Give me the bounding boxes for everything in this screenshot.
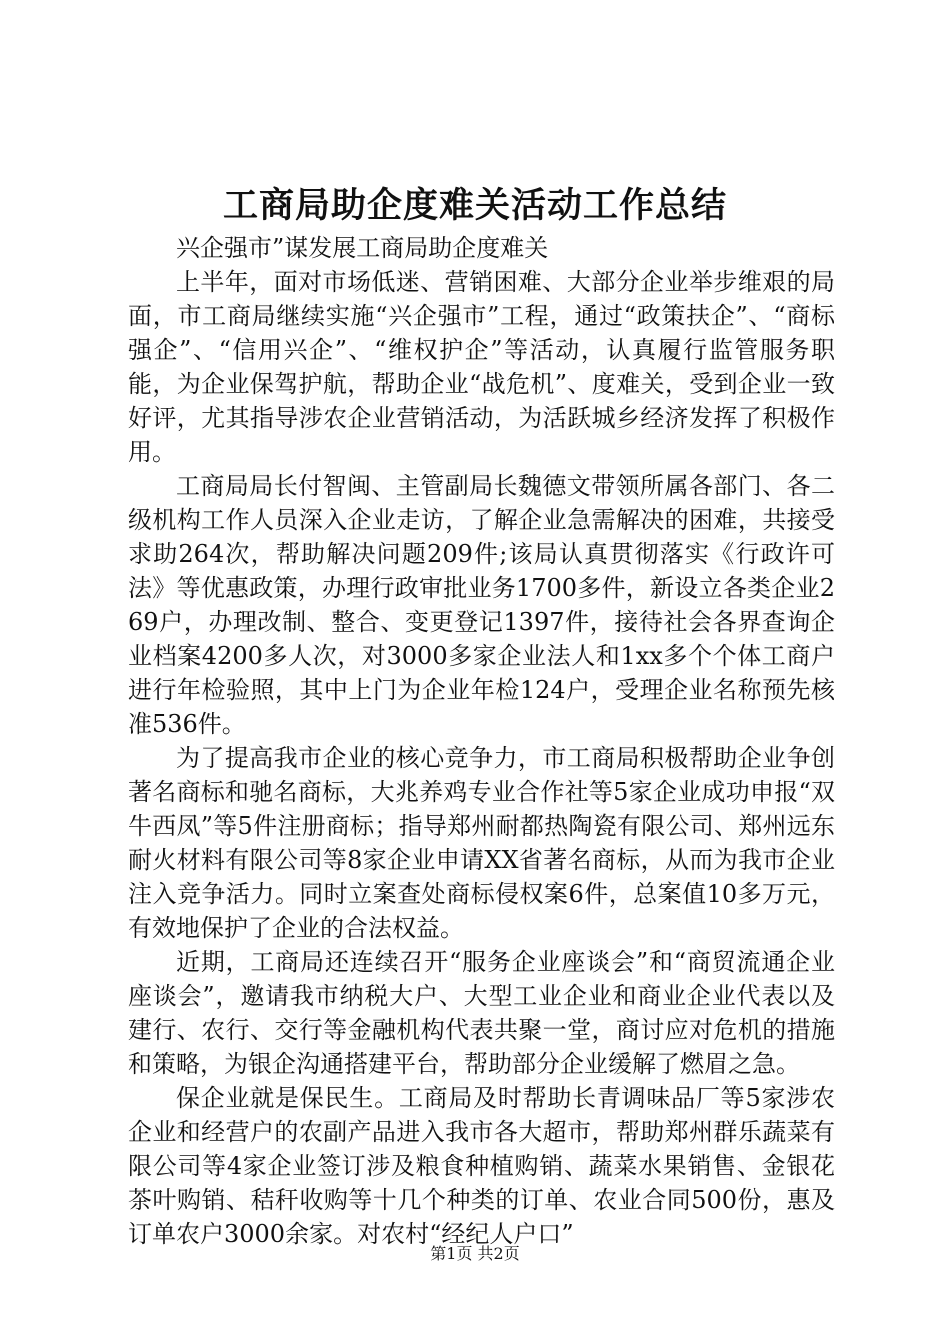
document-body xyxy=(128,231,835,1251)
page-number-footer: 第1页 共2页 xyxy=(430,1244,520,1263)
paragraph: 保企业就是保民生。工商局及时帮助长青调味品厂等5家涉农企业和经营户的农副产品进入我市各大超市，帮助郑州群乐蔬菜有限公司等4家企业签订涉及粮食种植购销、蔬菜水果销售、金银花茶叶购销、秸秆收购等十几个种类的订单、农业合同500份，惠及订单农户3000余家。对农村“经纪人户口” xyxy=(128,1084,835,1248)
paragraph: 工商局局长付智闽、主管副局长魏德文带领所属各部门、各二级机构工作人员深入企业走访，了解企业急需解决的困难，共接受求助264次，帮助解决问题209件;该局认真贯彻落实《行政许可法》等优惠政策，办理行政审批业务1700多件，新设立各类企业269户，办理改制、整合、变更登记1397件，接待社会各界查询企业档案4200多人次，对3000多家企业法人和1xx多个个体工商户进行年检验照，其中上门为企业年检124户，受理企业名称预先核准536件。 xyxy=(128,472,835,738)
paragraph-subtitle: 兴企强市”谋发展工商局助企度难关 xyxy=(176,234,549,262)
document-title: 工商局助企度难关活动工作总结 xyxy=(222,185,727,226)
paragraph: 近期，工商局还连续召开“服务企业座谈会”和“商贸流通企业座谈会”，邀请我市纳税大户、大型工业企业和商业企业代表以及建行、农行、交行等金融机构代表共聚一堂，商讨应对危机的措施和策略，为银企沟通搭建平台，帮助部分企业缓解了燃眉之急。 xyxy=(128,948,835,1078)
paragraph: 为了提高我市企业的核心竞争力，市工商局积极帮助企业争创著名商标和驰名商标，大兆养鸡专业合作社等5家企业成功申报“双牛西凤”等5件注册商标；指导郑州耐都热陶瓷有限公司、郑州远东耐火材料有限公司等8家企业申请XX省著名商标，从而为我市企业注入竞争活力。同时立案查处商标侵权案6件，总案值10多万元，有效地保护了企业的合法权益。 xyxy=(128,744,835,942)
paragraph: 上半年，面对市场低迷、营销困难、大部分企业举步维艰的局面，市工商局继续实施“兴企强市”工程，通过“政策扶企”、“商标强企”、“信用兴企”、“维权护企”等活动，认真履行监管服务职能，为企业保驾护航，帮助企业“战危机”、度难关，受到企业一致好评，尤其指导涉农企业营销活动，为活跃城乡经济发挥了积极作用。 xyxy=(128,268,835,466)
